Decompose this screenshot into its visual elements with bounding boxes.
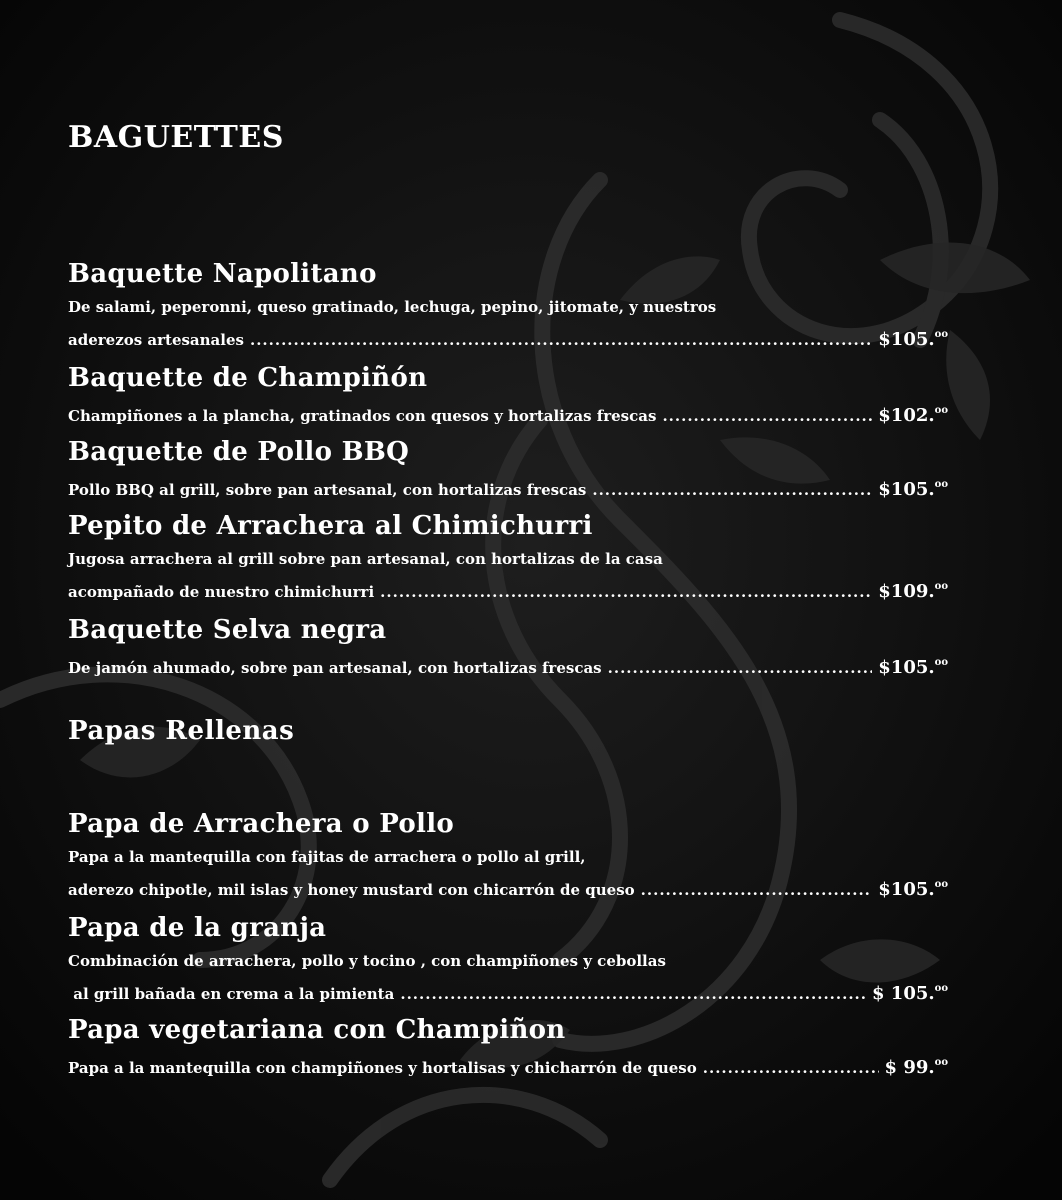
- dot-leader: [641, 876, 873, 904]
- item-description: acompañado de nuestro chimichurri: [68, 583, 375, 601]
- section-title-papas-rellenas: Papas Rellenas: [68, 716, 295, 746]
- item-price: $ 105.$^{oo}$: [872, 983, 948, 1004]
- item-description: De jamón ahumado, sobre pan artesanal, con hortalizas frescas: [68, 659, 602, 677]
- item-description: Champiñones a la plancha, gratinados con quesos y hortalizas frescas: [68, 407, 657, 425]
- item-description: al grill bañada en crema a la pimienta: [68, 985, 395, 1003]
- item-price-line: [68, 975, 948, 1008]
- item-name: Baquette Napolitano: [68, 259, 377, 289]
- item-price: $ 99.$^{oo}$: [884, 1057, 948, 1078]
- item-price: $105.$^{oo}$: [878, 479, 948, 500]
- item-description: Combinación de arrachera, pollo y tocino , con champiñones y cebollas: [68, 952, 666, 970]
- dot-leader: [608, 654, 873, 682]
- item-description: Papa a la mantequilla con fajitas de arrachera o pollo al grill,: [68, 848, 586, 866]
- item-price-line: [68, 471, 948, 504]
- item-name: Baquette Selva negra: [68, 615, 387, 645]
- dot-leader: [380, 578, 872, 606]
- item-price: $109.$^{oo}$: [878, 581, 948, 602]
- dot-leader: [400, 980, 866, 1008]
- item-price-line: [68, 397, 948, 430]
- item-price: $102.$^{oo}$: [878, 405, 948, 426]
- menu-item: [68, 258, 948, 354]
- item-description: Papa a la mantequilla con champiñones y hortalisas y chicharrón de queso: [68, 1059, 697, 1077]
- item-description: Pollo BBQ al grill, sobre pan artesanal, con hortalizas frescas: [68, 481, 587, 499]
- section-title-baguettes: BAGUETTES: [68, 120, 284, 155]
- item-price-line: [68, 871, 948, 904]
- menu-item: [68, 912, 948, 1008]
- item-price: $105.$^{oo}$: [878, 879, 948, 900]
- menu-item: [68, 362, 948, 430]
- menu-item: [68, 614, 948, 682]
- item-name: Pepito de Arrachera al Chimichurri: [68, 511, 593, 541]
- item-description: aderezo chipotle, mil islas y honey mustard con chicarrón de queso: [68, 881, 635, 899]
- dot-leader: [592, 476, 872, 504]
- item-description: aderezos artesanales: [68, 331, 244, 349]
- item-description: Jugosa arrachera al grill sobre pan artesanal, con hortalizas de la casa: [68, 550, 663, 568]
- item-name: Baquette de Pollo BBQ: [68, 437, 410, 467]
- dot-leader: [703, 1054, 879, 1082]
- menu-item: [68, 1014, 948, 1082]
- menu-item: [68, 808, 948, 904]
- item-name: Papa vegetariana con Champiñon: [68, 1015, 566, 1045]
- item-price: $105.$^{oo}$: [878, 657, 948, 678]
- menu-item: [68, 436, 948, 504]
- item-description: De salami, peperonni, queso gratinado, lechuga, pepino, jitomate, y nuestros: [68, 298, 717, 316]
- item-price: $105.$^{oo}$: [878, 329, 948, 350]
- item-name: Papa de Arrachera o Pollo: [68, 809, 455, 839]
- dot-leader: [250, 326, 872, 354]
- item-name: Papa de la granja: [68, 913, 327, 943]
- item-price-line: [68, 573, 948, 606]
- item-price-line: [68, 649, 948, 682]
- dot-leader: [662, 402, 872, 430]
- menu-item: [68, 510, 948, 606]
- item-price-line: [68, 321, 948, 354]
- item-name: Baquette de Champiñón: [68, 363, 428, 393]
- item-price-line: [68, 1049, 948, 1082]
